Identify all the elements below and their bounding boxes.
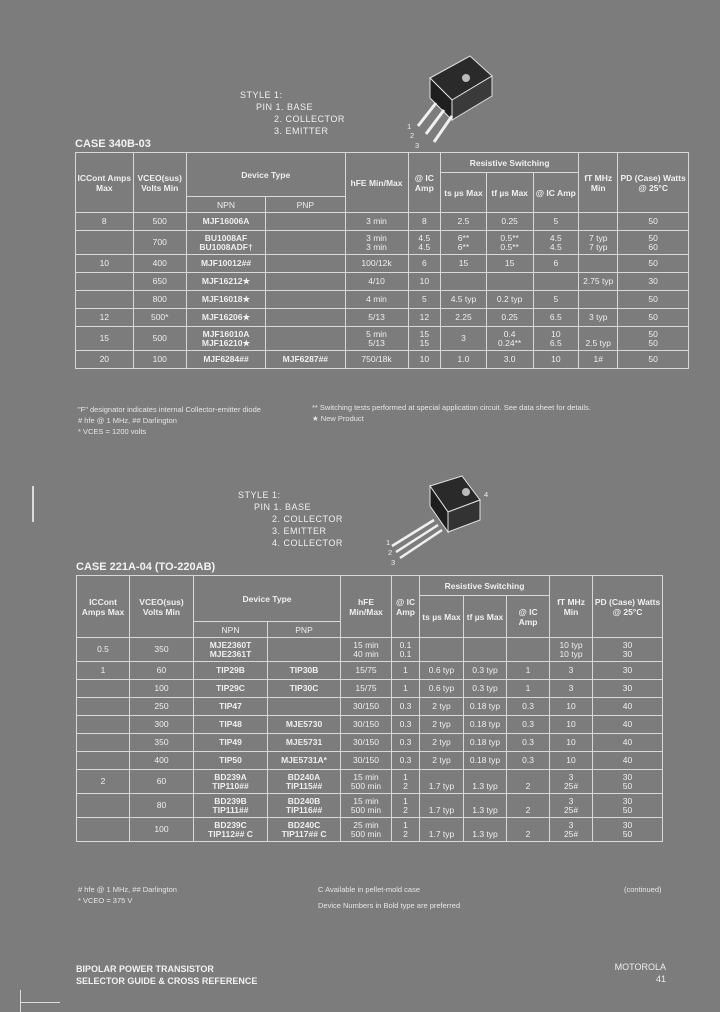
cell-hfe: 30/150 [341, 716, 392, 734]
cell-at-ic2: 1 [507, 680, 550, 698]
cell-hfe: 3 min [345, 213, 408, 231]
table-row [76, 351, 689, 369]
bottom-style-label: STYLE 1: [238, 490, 281, 500]
cell-ft: 2.5 typ [579, 327, 618, 351]
bottom-pin-number-1: 1 [386, 538, 391, 547]
top-note-left-2: # hfe @ 1 MHz, ## Darlington [78, 416, 177, 425]
hdr-at-ic: @ IC Amp [408, 153, 441, 213]
cell-ic [77, 698, 130, 716]
cell-ft: 2.75 typ [579, 273, 618, 291]
cell-npn: BD239B TIP111## [194, 794, 268, 818]
cell-at-ic: 10 [408, 351, 441, 369]
cell-pd: 40 [593, 752, 663, 770]
cell-hfe: 30/150 [341, 752, 392, 770]
top-note-right-1: ** Switching tests performed at special application circuit. See data sheet for details. [312, 403, 591, 412]
cell-pnp: MJE5731A* [268, 752, 341, 770]
cell-pnp: MJF6287## [266, 351, 345, 369]
hdr-hfe: hFE Min/Max [341, 576, 392, 638]
cell-npn: TIP50 [194, 752, 268, 770]
cell-ts: 2 typ [420, 734, 464, 752]
hdr-device-type: Device Type [186, 153, 345, 197]
cell-pnp [268, 638, 341, 662]
cell-pd: 50 50 [618, 327, 689, 351]
cell-vceo: 650 [133, 273, 186, 291]
cell-tf [464, 638, 507, 662]
cell-pnp [266, 231, 345, 255]
hdr-pd: PD (Case) Watts @ 25°C [593, 576, 663, 638]
cell-hfe: 15/75 [341, 662, 392, 680]
cell-ic: 2 [77, 770, 130, 794]
cell-hfe: 5 min 5/13 [345, 327, 408, 351]
cell-ft: 3 25# [550, 818, 593, 842]
cell-vceo: 60 [130, 662, 194, 680]
cell-ic: 8 [76, 213, 134, 231]
table-row [77, 716, 663, 734]
cell-tf: 0.2 typ [486, 291, 533, 309]
cell-hfe: 15/75 [341, 680, 392, 698]
cell-hfe: 100/12k [345, 255, 408, 273]
bottom-notes-mid [318, 884, 578, 911]
bottom-case-title: CASE 221A-04 (TO-220AB) [76, 561, 216, 573]
cell-ic [77, 794, 130, 818]
cell-pd: 50 [618, 291, 689, 309]
cell-ic [76, 231, 134, 255]
cell-vceo: 400 [133, 255, 186, 273]
cell-pd: 50 [618, 213, 689, 231]
cell-pnp: TIP30B [268, 662, 341, 680]
top-note-left-3: * VCES = 1200 volts [78, 427, 147, 436]
cell-ft [579, 213, 618, 231]
hdr-ft: fT MHz Min [550, 576, 593, 638]
top-pin-number-1: 1 [407, 122, 412, 131]
cell-tf: 3.0 [486, 351, 533, 369]
cell-tf: 0.18 typ [464, 734, 507, 752]
cell-ts: 1.0 [441, 351, 487, 369]
cell-ft: 10 [550, 734, 593, 752]
cell-at-ic2: 1 [507, 662, 550, 680]
cell-tf: 0.3 typ [464, 680, 507, 698]
cell-vceo: 350 [130, 638, 194, 662]
bottom-tab-label: 4 [484, 490, 489, 499]
cell-at-ic2 [533, 273, 579, 291]
cell-pd: 30 50 [593, 794, 663, 818]
hdr-ts: ts µs Max [420, 596, 464, 638]
cell-pd: 50 [618, 309, 689, 327]
cell-at-ic: 1 2 [392, 818, 420, 842]
cell-ic [77, 818, 130, 842]
cell-npn: TIP29B [194, 662, 268, 680]
cell-at-ic2: 0.3 [507, 734, 550, 752]
cell-at-ic: 1 [392, 662, 420, 680]
cell-ic [77, 752, 130, 770]
cell-tf: 0.5** 0.5** [486, 231, 533, 255]
cell-npn: TIP48 [194, 716, 268, 734]
cell-ts: 2 typ [420, 698, 464, 716]
bottom-style-block [238, 489, 343, 549]
hdr-vceo: VCEO(sus) Volts Min [130, 576, 194, 638]
bottom-pin-4: 4. COLLECTOR [272, 538, 343, 548]
cell-ts: 2 typ [420, 716, 464, 734]
table-row [76, 327, 689, 351]
cell-pnp: MJE5730 [268, 716, 341, 734]
cell-hfe: 15 min 500 min [341, 794, 392, 818]
table-row [76, 309, 689, 327]
cell-at-ic2: 0.3 [507, 716, 550, 734]
cell-npn: MJF16018★ [186, 291, 265, 309]
bottom-pin-3: 3. EMITTER [272, 526, 327, 536]
cell-ts: 2 typ [420, 752, 464, 770]
hdr-ic: ICCont Amps Max [76, 153, 134, 213]
table-row [77, 770, 663, 794]
cell-ts: 2.25 [441, 309, 487, 327]
cell-hfe: 30/150 [341, 698, 392, 716]
cell-at-ic: 10 [408, 273, 441, 291]
cell-at-ic: 5 [408, 291, 441, 309]
hdr-hfe: hFE Min/Max [345, 153, 408, 213]
cell-npn: MJE2360T MJE2361T [194, 638, 268, 662]
cell-ic: 10 [76, 255, 134, 273]
cell-ts [441, 273, 487, 291]
top-pin-2: 2. COLLECTOR [274, 114, 345, 124]
cell-at-ic: 0.3 [392, 698, 420, 716]
cell-pd: 30 [593, 662, 663, 680]
cell-npn: MJF16006A [186, 213, 265, 231]
hdr-npn: NPN [194, 622, 268, 638]
cell-pnp [266, 255, 345, 273]
cell-at-ic: 15 15 [408, 327, 441, 351]
cell-tf: 0.3 typ [464, 662, 507, 680]
cell-ic: 20 [76, 351, 134, 369]
cell-pd: 30 50 [593, 770, 663, 794]
cell-ft: 10 typ 10 typ [550, 638, 593, 662]
cell-npn: TIP47 [194, 698, 268, 716]
cell-pd: 50 60 [618, 231, 689, 255]
cell-tf: 0.18 typ [464, 698, 507, 716]
cell-pnp: BD240A TIP115## [268, 770, 341, 794]
cell-ts: 1.7 typ [420, 818, 464, 842]
bottom-package-drawing [384, 470, 494, 565]
bottom-notes-left [78, 884, 308, 906]
cell-pnp [266, 291, 345, 309]
cell-hfe: 25 min 500 min [341, 818, 392, 842]
cell-ic [77, 734, 130, 752]
cell-tf: 0.18 typ [464, 716, 507, 734]
hdr-at-ic: @ IC Amp [392, 576, 420, 638]
cell-ts [420, 638, 464, 662]
cell-vceo: 500 [133, 213, 186, 231]
cell-vceo: 250 [130, 698, 194, 716]
cell-ts: 1.7 typ [420, 770, 464, 794]
hdr-pnp: PNP [266, 197, 345, 213]
cell-hfe: 4 min [345, 291, 408, 309]
cell-npn: MJF16206★ [186, 309, 265, 327]
table-row [76, 291, 689, 309]
table-row [77, 680, 663, 698]
cell-ft: 10 [550, 752, 593, 770]
cell-tf: 1.3 typ [464, 818, 507, 842]
cell-hfe: 5/13 [345, 309, 408, 327]
cell-tf: 0.25 [486, 309, 533, 327]
cell-pd: 30 30 [593, 638, 663, 662]
cell-hfe: 15 min 40 min [341, 638, 392, 662]
cell-pnp [266, 309, 345, 327]
crop-mark-bottom-vertical [20, 990, 21, 1012]
cell-at-ic2: 4.5 4.5 [533, 231, 579, 255]
cell-pd: 30 50 [593, 818, 663, 842]
cell-ic: 15 [76, 327, 134, 351]
cell-ic [77, 716, 130, 734]
cell-npn: BU1008AF BU1008ADF† [186, 231, 265, 255]
cell-ft [579, 291, 618, 309]
cell-at-ic: 0.3 [392, 716, 420, 734]
top-pin-number-3: 3 [415, 141, 420, 150]
cell-npn: BD239C TIP112## C [194, 818, 268, 842]
top-note-right-2: ★ New Product [312, 414, 364, 423]
table-row [77, 638, 663, 662]
cell-vceo: 80 [130, 794, 194, 818]
hdr-at-ic2: @ IC Amp [533, 173, 579, 213]
cell-at-ic2: 6 [533, 255, 579, 273]
table-row [76, 213, 689, 231]
cell-ft: 10 [550, 716, 593, 734]
hdr-ic: ICCont Amps Max [77, 576, 130, 638]
top-pin-3: 3. EMITTER [274, 126, 329, 136]
cell-npn: MJF16010A MJF16210★ [186, 327, 265, 351]
bottom-pin-number-3: 3 [391, 558, 396, 567]
cell-at-ic: 6 [408, 255, 441, 273]
top-case-title: CASE 340B-03 [75, 138, 151, 150]
cell-tf: 0.4 0.24** [486, 327, 533, 351]
cell-tf [486, 273, 533, 291]
cell-at-ic2: 6.5 [533, 309, 579, 327]
cell-pnp: MJE5731 [268, 734, 341, 752]
footer-title [76, 963, 257, 987]
cell-pnp [266, 327, 345, 351]
top-selector-table [75, 152, 689, 369]
table-row [77, 698, 663, 716]
cell-ts: 4.5 typ [441, 291, 487, 309]
cell-ic [77, 680, 130, 698]
cell-pd: 50 [618, 351, 689, 369]
hdr-at-ic2: @ IC Amp [507, 596, 550, 638]
hdr-ts: ts µs Max [441, 173, 487, 213]
cell-pd: 50 [618, 255, 689, 273]
footer-brand: MOTOROLA [614, 962, 666, 972]
cell-npn: TIP29C [194, 680, 268, 698]
cell-pd: 40 [593, 698, 663, 716]
top-table-body [76, 213, 689, 369]
cell-npn: MJF6284## [186, 351, 265, 369]
cell-pnp: BD240B TIP116## [268, 794, 341, 818]
hdr-tf: tf µs Max [464, 596, 507, 638]
top-style-label: STYLE 1: [240, 90, 283, 100]
cell-ft: 3 25# [550, 794, 593, 818]
cell-ic: 1 [77, 662, 130, 680]
cell-tf: 0.18 typ [464, 752, 507, 770]
cell-ts: 1.7 typ [420, 794, 464, 818]
crop-mark-bottom-horizontal [20, 1002, 60, 1003]
table-row [77, 794, 663, 818]
cell-vceo: 100 [130, 818, 194, 842]
cell-at-ic2: 10 6.5 [533, 327, 579, 351]
cell-ts: 0.6 typ [420, 662, 464, 680]
cell-ts: 3 [441, 327, 487, 351]
hdr-resistive: Resistive Switching [420, 576, 550, 596]
bottom-pin-number-2: 2 [388, 548, 393, 557]
hdr-resistive: Resistive Switching [441, 153, 579, 173]
cell-ts: 2.5 [441, 213, 487, 231]
cell-vceo: 60 [130, 770, 194, 794]
footer-line-1: BIPOLAR POWER TRANSISTOR [76, 964, 214, 974]
hdr-pnp: PNP [268, 622, 341, 638]
cell-ic [76, 273, 134, 291]
cell-pnp [268, 698, 341, 716]
cell-ft: 7 typ 7 typ [579, 231, 618, 255]
cell-at-ic: 8 [408, 213, 441, 231]
bottom-note-mid-2: Device Numbers in Bold type are preferred [318, 901, 461, 910]
cell-at-ic2: 2 [507, 818, 550, 842]
bottom-pin-1: PIN 1. BASE [254, 502, 312, 512]
cell-vceo: 500 [133, 327, 186, 351]
cell-ft: 1# [579, 351, 618, 369]
cell-tf: 0.25 [486, 213, 533, 231]
cell-ft: 3 typ [579, 309, 618, 327]
top-pin-number-2: 2 [410, 131, 415, 140]
cell-vceo: 400 [130, 752, 194, 770]
cell-vceo: 800 [133, 291, 186, 309]
cell-at-ic2 [507, 638, 550, 662]
cell-ft: 3 [550, 680, 593, 698]
bottom-table-body [77, 638, 663, 842]
cell-npn: MJF16212★ [186, 273, 265, 291]
cell-ic: 0.5 [77, 638, 130, 662]
bottom-note-left-1: # hfe @ 1 MHz, ## Darlington [78, 885, 177, 894]
cell-at-ic2: 5 [533, 213, 579, 231]
cell-at-ic: 0.3 [392, 752, 420, 770]
cell-at-ic2: 5 [533, 291, 579, 309]
cell-tf: 1.3 typ [464, 770, 507, 794]
cell-npn: TIP49 [194, 734, 268, 752]
cell-pd: 40 [593, 734, 663, 752]
bottom-pin-2: 2. COLLECTOR [272, 514, 343, 524]
cell-hfe: 3 min 3 min [345, 231, 408, 255]
cell-tf: 1.3 typ [464, 794, 507, 818]
cell-hfe: 750/18k [345, 351, 408, 369]
cell-ft: 10 [550, 698, 593, 716]
cell-at-ic2: 0.3 [507, 752, 550, 770]
cell-at-ic: 1 [392, 680, 420, 698]
hdr-ft: fT MHz Min [579, 153, 618, 213]
cell-pd: 30 [618, 273, 689, 291]
footer-line-2: SELECTOR GUIDE & CROSS REFERENCE [76, 976, 258, 986]
top-package-drawing [400, 48, 500, 148]
cell-ic: 12 [76, 309, 134, 327]
top-notes-left [78, 404, 328, 437]
table-row [77, 752, 663, 770]
cell-at-ic: 12 [408, 309, 441, 327]
top-pin-1: PIN 1. BASE [256, 102, 314, 112]
hdr-pd: PD (Case) Watts @ 25°C [618, 153, 689, 213]
table-row [76, 273, 689, 291]
bottom-note-left-2: * VCEO = 375 V [78, 896, 133, 905]
cell-vceo: 300 [130, 716, 194, 734]
hdr-tf: tf µs Max [486, 173, 533, 213]
cell-hfe: 30/150 [341, 734, 392, 752]
top-note-left-1: "F" designator indicates internal Collector-emitter diode [78, 405, 261, 414]
cell-at-ic: 4.5 4.5 [408, 231, 441, 255]
cell-hfe: 15 min 500 min [341, 770, 392, 794]
top-style-block [240, 89, 345, 137]
cell-at-ic: 0.3 [392, 734, 420, 752]
footer-brand-block [600, 961, 666, 985]
bottom-selector-table [76, 575, 663, 842]
cell-vceo: 500* [133, 309, 186, 327]
table-row [77, 662, 663, 680]
cell-pnp: TIP30C [268, 680, 341, 698]
hdr-vceo: VCEO(sus) Volts Min [133, 153, 186, 213]
cell-npn: MJF10012## [186, 255, 265, 273]
bottom-note-mid-1: C Available in pellet-mold case [318, 885, 421, 894]
footer-page-number: 41 [655, 974, 666, 984]
cell-pnp [266, 273, 345, 291]
cell-pnp: BD240C TIP117## C [268, 818, 341, 842]
cell-ts: 0.6 typ [420, 680, 464, 698]
cell-vceo: 100 [133, 351, 186, 369]
cell-ft: 3 25# [550, 770, 593, 794]
cell-pd: 40 [593, 716, 663, 734]
cell-at-ic: 0.1 0.1 [392, 638, 420, 662]
continued-label: (continued) [624, 885, 662, 894]
cell-vceo: 350 [130, 734, 194, 752]
cell-ft [579, 255, 618, 273]
cell-at-ic2: 2 [507, 770, 550, 794]
cell-ic [76, 291, 134, 309]
cell-ft: 3 [550, 662, 593, 680]
top-notes-right [312, 402, 692, 424]
cell-ts: 15 [441, 255, 487, 273]
table-row [76, 255, 689, 273]
cell-vceo: 100 [130, 680, 194, 698]
cell-at-ic2: 2 [507, 794, 550, 818]
cell-at-ic2: 0.3 [507, 698, 550, 716]
cell-pnp [266, 213, 345, 231]
cell-at-ic: 1 2 [392, 770, 420, 794]
cell-at-ic2: 10 [533, 351, 579, 369]
table-row [77, 734, 663, 752]
cell-npn: BD239A TIP110## [194, 770, 268, 794]
hdr-npn: NPN [186, 197, 265, 213]
table-row [77, 818, 663, 842]
cell-hfe: 4/10 [345, 273, 408, 291]
cell-ts: 6** 6** [441, 231, 487, 255]
table-row [76, 231, 689, 255]
cell-vceo: 700 [133, 231, 186, 255]
cell-pd: 30 [593, 680, 663, 698]
cell-tf: 15 [486, 255, 533, 273]
hdr-device-type: Device Type [194, 576, 341, 622]
cell-at-ic: 1 2 [392, 794, 420, 818]
crop-mark-left [32, 486, 34, 522]
